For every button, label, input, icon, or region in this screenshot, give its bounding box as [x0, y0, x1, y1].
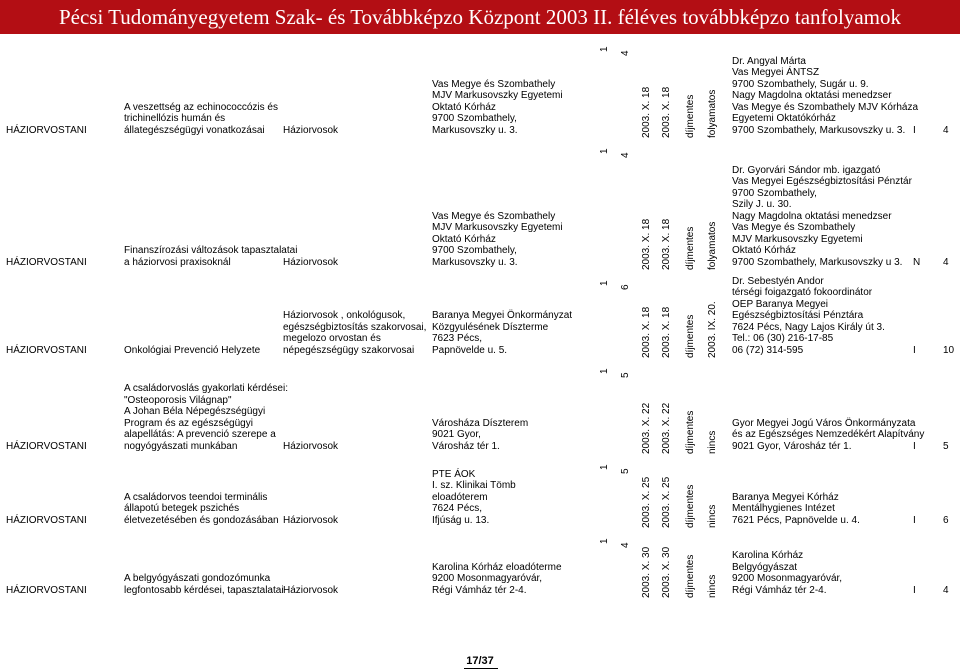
course-title	[124, 383, 288, 452]
contact-info-line: OEP Baranya Megyei	[732, 298, 828, 310]
course-type: I	[913, 584, 916, 596]
course-type: I	[913, 124, 916, 136]
contact-info-line: Nagy Magdolna oktatási menedzser	[732, 90, 892, 101]
course-location-line: Oktató Kórház	[432, 101, 496, 113]
date-to: 2003. X. 30	[661, 546, 672, 598]
table-row	[0, 38, 960, 140]
contact-info-line: 9700 Szombathely, Markusovszky u. 3.	[732, 124, 906, 136]
course-title-line: állategészségügyi vonatkozásai	[124, 124, 265, 136]
table-row	[0, 140, 960, 272]
contact-info-line: 9700 Szombathely, Sugár u. 9.	[732, 78, 869, 90]
contact-info-line: és az Egészséges Nemzedékért Alapítvány	[732, 429, 925, 440]
duration-hours: 4	[620, 152, 631, 158]
course-credit: 4	[943, 124, 949, 136]
course-location-line: Régi Vámház tér 2-4.	[432, 584, 527, 596]
contact-info-line: Gyor Megyei Jogú Város Önkormányzata	[732, 417, 916, 429]
course-location-line: Markusovszky u. 3.	[432, 124, 518, 136]
contact-info-line: 7624 Pécs, Nagy Lajos Király út 3.	[732, 321, 885, 333]
date-from: 2003. X. 18	[641, 306, 652, 358]
target-audience	[283, 441, 431, 453]
course-location-line: I. sz. Klinikai Tömb	[432, 480, 516, 491]
contact-info-line: 9021 Gyor, Városház tér 1.	[732, 440, 852, 452]
course-location-line: Markusovszky u. 3.	[432, 256, 518, 268]
contact-info	[732, 276, 912, 357]
date-to: 2003. X. 18	[661, 306, 672, 358]
contact-info-line: Tel.: 06 (30) 216-17-85	[732, 333, 834, 344]
course-credit: 6	[943, 514, 949, 526]
course-title-line: "Osteoporosis Világnap"	[124, 394, 232, 406]
course-title-line: Finanszírozási változások tapasztalatai	[124, 245, 298, 256]
course-type: I	[913, 440, 916, 452]
page-number-underline	[464, 668, 498, 669]
course-location-line: Karolina Kórház eloadóterme	[432, 561, 562, 573]
table-row	[0, 272, 960, 360]
course-location-line: 7624 Pécs,	[432, 503, 483, 514]
target-audience	[283, 585, 431, 597]
page-number: 17/37	[466, 655, 494, 667]
contact-info-line: 9700 Szombathely,	[732, 187, 817, 199]
course-credit: 10	[943, 344, 955, 356]
course-credit: 5	[943, 440, 949, 452]
target-audience-line: Háziorvosok	[283, 124, 339, 136]
duration-days: 1	[599, 464, 610, 470]
course-location-line: Vas Megye és Szombathely	[432, 210, 556, 222]
contact-info-line: Vas Megye és Szombathely MJV Kórháza	[732, 101, 919, 113]
date-from: 2003. X. 22	[641, 402, 652, 454]
contact-info	[732, 165, 912, 269]
fee: díjmentes	[685, 314, 696, 358]
registration-deadline: nincs	[707, 430, 718, 454]
course-location	[432, 562, 597, 597]
date-from: 2003. X. 18	[641, 218, 652, 270]
fee: díjmentes	[685, 226, 696, 270]
course-location-line: 9021 Gyor,	[432, 429, 481, 440]
course-location-line: 9700 Szombathely,	[432, 245, 517, 256]
contact-info-line: 9700 Szombathely, Markusovszky u 3.	[732, 256, 903, 268]
course-code: HÁZIORVOSTANI	[6, 124, 87, 136]
contact-info-line: Dr. Angyal Márta	[732, 55, 806, 67]
course-location	[432, 79, 597, 137]
duration-hours: 6	[620, 284, 631, 290]
date-from: 2003. X. 30	[641, 546, 652, 598]
course-credit: 4	[943, 584, 949, 596]
contact-info-line: térségi foigazgató fokoordinátor	[732, 287, 873, 298]
course-title	[124, 102, 282, 137]
target-audience-line: Háziorvosok	[283, 440, 339, 452]
fee: díjmentes	[685, 410, 696, 454]
target-audience-line: egészségbiztosítás szakorvosai,	[283, 321, 427, 333]
contact-info	[732, 550, 912, 596]
course-location-line: eloadóterem	[432, 491, 488, 503]
contact-info-line: Egészségbiztosítási Pénztára	[732, 310, 864, 321]
fee: díjmentes	[685, 484, 696, 528]
page-header	[0, 0, 960, 34]
course-location-line: PTE ÁOK	[432, 468, 476, 480]
duration-days: 1	[599, 538, 610, 544]
registration-deadline: folyamatos	[707, 89, 718, 138]
contact-info-line: Nagy Magdolna oktatási menedzser	[732, 210, 892, 222]
target-audience-line: Háziorvosok	[283, 584, 339, 596]
target-audience-line: Háziorvosok	[283, 514, 339, 526]
course-location-line: Közgyulésének Díszterme	[432, 321, 549, 333]
course-title-line: állapotú betegek pszichés	[124, 503, 240, 514]
course-title	[124, 345, 282, 357]
course-title	[124, 492, 282, 527]
contact-info-line: 9200 Mosonmagyaróvár,	[732, 573, 843, 584]
contact-info-line: Oktató Kórház	[732, 245, 796, 256]
registration-deadline: nincs	[707, 574, 718, 598]
contact-info-line: Karolina Kórház	[732, 550, 804, 561]
course-title-line: legfontosabb kérdései, tapasztalatai	[124, 584, 284, 596]
duration-hours: 5	[620, 468, 631, 474]
duration-days: 1	[599, 148, 610, 154]
date-to: 2003. X. 18	[661, 218, 672, 270]
course-location-line: Vas Megye és Szombathely	[432, 78, 556, 90]
target-audience	[283, 310, 431, 356]
contact-info-line: Vas Megyei ÁNTSZ	[732, 67, 820, 78]
course-type: I	[913, 514, 916, 526]
target-audience-line: Háziorvosok , onkológusok,	[283, 310, 406, 321]
contact-info-line: Vas Megyei Egészségbiztosítási Pénztár	[732, 176, 912, 187]
course-title	[124, 245, 298, 268]
course-code: HÁZIORVOSTANI	[6, 256, 87, 268]
course-location-line: Ifjúság u. 13.	[432, 514, 490, 526]
date-from: 2003. X. 18	[641, 86, 652, 138]
fee: díjmentes	[685, 94, 696, 138]
contact-info-line: 06 (72) 314-595	[732, 344, 804, 356]
course-location	[432, 211, 597, 269]
contact-info-line: MJV Markusovszky Egyetemi	[732, 233, 863, 245]
course-title-line: Onkológiai Prevenció Helyzete	[124, 344, 261, 356]
table-row	[0, 360, 960, 456]
course-title-line: a háziorvosi praxisoknál	[124, 256, 231, 268]
course-type: I	[913, 344, 916, 356]
fee: díjmentes	[685, 554, 696, 598]
course-title	[124, 573, 282, 596]
duration-hours: 4	[620, 542, 631, 548]
date-to: 2003. X. 25	[661, 476, 672, 528]
target-audience	[283, 257, 431, 269]
target-audience	[283, 125, 431, 137]
contact-info-line: Dr. Gyorvári Sándor mb. igazgató	[732, 164, 881, 176]
date-to: 2003. X. 18	[661, 86, 672, 138]
course-location-line: Oktató Kórház	[432, 233, 496, 245]
contact-info-line: Szily J. u. 30.	[732, 199, 792, 210]
course-title-line: A belgyógyászati gondozómunka	[124, 573, 271, 584]
registration-deadline: folyamatos	[707, 221, 718, 270]
course-location	[432, 469, 597, 527]
contact-info-line: Egyetemi Oktatókórház	[732, 113, 836, 124]
course-type: N	[913, 256, 921, 268]
course-code: HÁZIORVOSTANI	[6, 514, 87, 526]
course-title-line: nogyógyászati munkában	[124, 440, 238, 452]
course-title-line: életvezetésében és gondozásában	[124, 514, 279, 526]
course-location-line: Baranya Megyei Önkormányzat	[432, 310, 573, 321]
contact-info-line: Régi Vámház tér 2-4.	[732, 584, 827, 596]
contact-info-line: Mentálhygienes Intézet	[732, 503, 835, 514]
course-title-line: A Johan Béla Népegészségügyi	[124, 406, 266, 417]
contact-info-line: Belgyógyászat	[732, 561, 798, 573]
course-code: HÁZIORVOSTANI	[6, 440, 87, 452]
course-location-line: MJV Markusovszky Egyetemi	[432, 222, 563, 233]
contact-info-line: Baranya Megyei Kórház	[732, 491, 839, 503]
course-code: HÁZIORVOSTANI	[6, 344, 87, 356]
target-audience-line: Háziorvosok	[283, 256, 339, 268]
duration-days: 1	[599, 46, 610, 52]
duration-days: 1	[599, 368, 610, 374]
target-audience	[283, 515, 431, 527]
course-credit: 4	[943, 256, 949, 268]
course-title-line: alapellátás: A prevenció szerepe a	[124, 429, 276, 440]
registration-deadline: 2003. IX. 20.	[707, 301, 718, 358]
course-code: HÁZIORVOSTANI	[6, 584, 87, 596]
date-from: 2003. X. 25	[641, 476, 652, 528]
course-location-line: Papnövelde u. 5.	[432, 344, 508, 356]
course-title-line: A családorvoslás gyakorlati kérdései:	[124, 383, 288, 394]
course-location-line: 7623 Pécs,	[432, 333, 483, 344]
course-location-line: MJV Markusovszky Egyetemi	[432, 90, 563, 101]
date-to: 2003. X. 22	[661, 402, 672, 454]
contact-info	[732, 55, 919, 137]
duration-days: 1	[599, 280, 610, 286]
contact-info	[732, 417, 925, 453]
course-title-line: trichinellózis humán és	[124, 113, 226, 124]
target-audience-line: megelozo orvostan és	[283, 333, 381, 344]
course-location-line: 9700 Szombathely,	[432, 113, 517, 124]
contact-info-line: Vas Megye és Szombathely	[732, 222, 856, 233]
course-location-line: Városház tér 1.	[432, 440, 500, 452]
header-title: Pécsi Tudományegyetem Szak- és Továbbképzo Központ 2003 II. féléves továbbképzo tanfolyamok	[58, 5, 902, 29]
course-location	[432, 310, 597, 356]
course-title-line: A családorvos teendoi terminális	[124, 491, 268, 503]
registration-deadline: nincs	[707, 504, 718, 528]
contact-info-line: 7621 Pécs, Papnövelde u. 4.	[732, 514, 860, 526]
contact-info	[732, 492, 912, 527]
duration-hours: 5	[620, 372, 631, 378]
table-row	[0, 530, 960, 600]
course-title-line: A veszettség az echinococcózis és	[124, 101, 278, 113]
course-location-line: Városháza Díszterem	[432, 417, 529, 429]
contact-info-line: Dr. Sebestyén Andor	[732, 275, 824, 287]
target-audience-line: népegészségügy szakorvosai	[283, 344, 415, 356]
table-row	[0, 456, 960, 530]
course-location	[432, 418, 597, 453]
course-location-line: 9200 Mosonmagyaróvár,	[432, 573, 543, 584]
duration-hours: 4	[620, 50, 631, 56]
course-title-line: Program és az egészségügyi	[124, 417, 253, 429]
